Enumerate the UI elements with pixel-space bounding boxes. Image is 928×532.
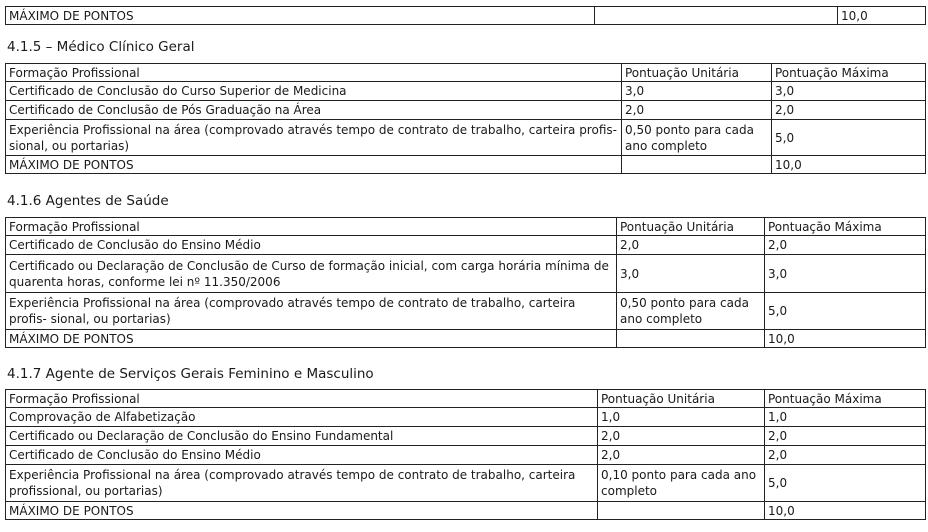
table-total-row: [6, 502, 926, 520]
table-row: [6, 427, 926, 446]
section-heading-servicos-gerais: 4.1.7 Agente de Serviços Gerais Feminino e Masculino: [7, 366, 374, 382]
row-unit: 3,0: [622, 82, 772, 101]
total-label: MÁXIMO DE PONTOS: [6, 502, 598, 520]
total-max: 10,0: [772, 156, 926, 174]
row-label: Certificado de Conclusão do Ensino Médio: [6, 446, 598, 465]
table-row: [6, 82, 926, 101]
top-total-table: [5, 6, 926, 25]
table-header-row: [6, 390, 926, 408]
header-formacao: Formação Profissional: [6, 218, 617, 236]
header-maxima: Pontuação Máxima: [765, 390, 926, 408]
row-label: Experiência Profissional na área (comprovado através tempo de contrato de trabalho, carteira profissional, ou portarias): [6, 465, 598, 502]
table-total-row: [6, 156, 926, 174]
table-row: [6, 120, 926, 156]
table-total-row: [6, 330, 926, 348]
total-label: MÁXIMO DE PONTOS: [6, 330, 617, 348]
row-unit: 0,10 ponto para cada ano completo: [598, 465, 765, 502]
table-row: [6, 7, 926, 25]
row-unit: 2,0: [598, 427, 765, 446]
row-label: Comprovação de Alfabetização: [6, 408, 598, 427]
row-unit: 3,0: [617, 255, 765, 293]
table-row: [6, 293, 926, 330]
total-max: 10,0: [838, 7, 926, 25]
table-row: [6, 101, 926, 120]
header-unitaria: Pontuação Unitária: [598, 390, 765, 408]
table-row: [6, 465, 926, 502]
header-unitaria: Pontuação Unitária: [617, 218, 765, 236]
row-max: 5,0: [765, 465, 926, 502]
total-unit: [617, 330, 765, 348]
row-label: Experiência Profissional na área (comprovado através tempo de contrato de trabalho, carteira profis- sional, ou portarias): [6, 120, 622, 156]
total-label: MÁXIMO DE PONTOS: [6, 7, 595, 25]
header-unitaria: Pontuação Unitária: [622, 64, 772, 82]
header-formacao: Formação Profissional: [6, 64, 622, 82]
total-unit: [598, 502, 765, 520]
row-max: 1,0: [765, 408, 926, 427]
table-medico: [5, 63, 926, 174]
row-unit: 2,0: [622, 101, 772, 120]
row-unit: 1,0: [598, 408, 765, 427]
total-unit: [595, 7, 838, 25]
table-row: [6, 236, 926, 255]
table-row: [6, 408, 926, 427]
row-max: 2,0: [772, 101, 926, 120]
header-maxima: Pontuação Máxima: [772, 64, 926, 82]
section-heading-agentes-saude: 4.1.6 Agentes de Saúde: [7, 193, 169, 209]
total-label: MÁXIMO DE PONTOS: [6, 156, 622, 174]
total-max: 10,0: [765, 502, 926, 520]
header-formacao: Formação Profissional: [6, 390, 598, 408]
row-label: Certificado de Conclusão do Ensino Médio: [6, 236, 617, 255]
total-unit: [622, 156, 772, 174]
row-unit: 0,50 ponto para cada ano completo: [617, 293, 765, 330]
row-unit: 2,0: [617, 236, 765, 255]
table-header-row: [6, 218, 926, 236]
header-maxima: Pontuação Máxima: [765, 218, 926, 236]
table-header-row: [6, 64, 926, 82]
section-heading-medico: 4.1.5 – Médico Clínico Geral: [7, 39, 195, 55]
row-max: 3,0: [772, 82, 926, 101]
row-unit: 0,50 ponto para cada ano completo: [622, 120, 772, 156]
table-row: [6, 446, 926, 465]
row-label: Certificado de Conclusão de Pós Graduação na Área: [6, 101, 622, 120]
table-agentes-saude: [5, 217, 926, 348]
total-max: 10,0: [765, 330, 926, 348]
row-max: 3,0: [765, 255, 926, 293]
table-servicos-gerais: [5, 389, 926, 520]
row-label: Certificado ou Declaração de Conclusão do Ensino Fundamental: [6, 427, 598, 446]
row-max: 2,0: [765, 446, 926, 465]
row-unit: 2,0: [598, 446, 765, 465]
row-max: 5,0: [765, 293, 926, 330]
row-max: 2,0: [765, 427, 926, 446]
row-label: Experiência Profissional na área (comprovado através tempo de contrato de trabalho, carteira profis- sional, ou portarias): [6, 293, 617, 330]
row-label: Certificado ou Declaração de Conclusão de Curso de formação inicial, com carga horária mínima de quarenta horas, conforme lei nº 11.350/2006: [6, 255, 617, 293]
row-max: 2,0: [765, 236, 926, 255]
table-row: [6, 255, 926, 293]
row-label: Certificado de Conclusão do Curso Superior de Medicina: [6, 82, 622, 101]
row-max: 5,0: [772, 120, 926, 156]
